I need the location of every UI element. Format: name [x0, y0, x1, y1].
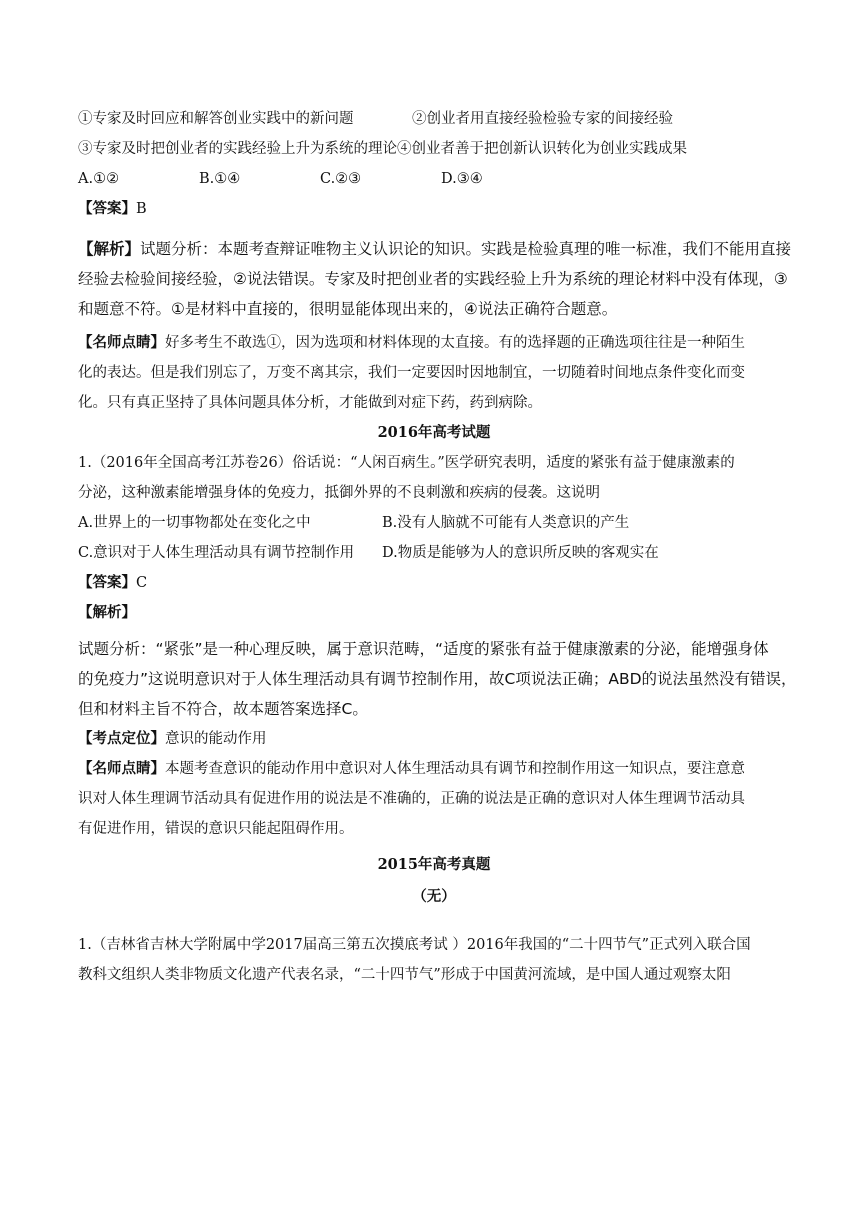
document-page — [78, 108, 797, 994]
q0-option-2: ②创业者用直接经验检验专家的间接经验 — [412, 111, 673, 127]
section-subtitle-2015: （无） — [412, 888, 456, 905]
q1-options-row1 — [78, 512, 790, 542]
q0-choice-a: A.①② — [78, 171, 120, 187]
q0-tips-text-1: 好多考生不敢选①，因为选项和材料体现的太直接。有的选择题的正确选项往往是一种陌生 — [165, 335, 745, 351]
section-title-2016: 2016年高考试题 — [377, 424, 491, 441]
q0-answer — [78, 198, 790, 228]
q1-tips-line-2: 识对人体生理调节活动具有促进作用的说法是不准确的，正确的说法是正确的意识对人体生理调节活动具 — [78, 791, 745, 807]
q1-option-b: B.没有人脑就不可能有人类意识的产生 — [382, 515, 630, 531]
q1-point — [78, 728, 790, 758]
q1-option-d: D.物质是能够为人的意识所反映的客观实在 — [382, 545, 659, 561]
section-title-2015: 2015年高考真题 — [377, 856, 491, 873]
q1-options-row2 — [78, 542, 790, 572]
q1-tips-label: 【名师点睛】 — [78, 760, 165, 777]
q0-analysis-text-1: 试题分析：本题考查辩证唯物主义认识论的知识。实践是检验真理的唯一标准，我们不能用直接 — [140, 240, 792, 258]
q0-option-1: ①专家及时回应和解答创业实践中的新问题 — [78, 111, 354, 127]
q0-choice-b: B.①④ — [199, 171, 241, 187]
q1-option-a: A.世界上的一切事物都处在变化之中 — [78, 515, 311, 531]
q2-stem-line-2: 教科文组织人类非物质文化遗产代表名录，“二十四节气”形成于中国黄河流域，是中国人通过观察太阳 — [78, 967, 731, 983]
q0-tips-line-2: 化的表达。但是我们别忘了，万变不离其宗，我们一定要因时因地制宜，一切随着时间地点条件变化而变 — [78, 365, 745, 381]
q1-tips-line-3: 有促进作用，错误的意识只能起阻碍作用。 — [78, 821, 354, 837]
q1-stem-line-1: 1.（2016年全国高考江苏卷26）俗话说：“人闲百病生。”医学研究表明，适度的紧张有益于健康激素的 — [78, 455, 735, 471]
q1-stem-line-2: 分泌，这种激素能增强身体的免疫力，抵御外界的不良刺激和疾病的侵袭。这说明 — [78, 485, 600, 501]
q0-choice-c: C.②③ — [320, 171, 362, 187]
q0-answer-value: B — [136, 201, 147, 217]
q1-answer-label: 【答案】 — [78, 574, 136, 591]
q0-analysis-line-3: 和题意不符。①是材料中直接的，很明显能体现出来的，④说法正确符合题意。 — [78, 300, 618, 318]
q1-point-value: 意识的能动作用 — [165, 731, 267, 747]
q0-options-row2: ③专家及时把创业者的实践经验上升为系统的理论④创业者善于把创新认识转化为创业实践成果 — [78, 141, 687, 157]
q0-analysis-line-1 — [78, 238, 790, 268]
q1-analysis-label: 【解析】 — [78, 604, 136, 621]
q1-analysis-label-line — [78, 602, 790, 632]
q2-stem-line-1: 1.（吉林省吉林大学附属中学2017届高三第五次摸底考试 ）2016年我国的“二十四节气”正式列入联合国 — [78, 937, 751, 953]
q1-analysis-line-2: 的免疫力”这说明意识对于人体生理活动具有调节控制作用，故C项说法正确；ABD的说法虽然没有错误， — [78, 670, 797, 688]
q1-answer — [78, 572, 790, 602]
q0-tips-line-1 — [78, 332, 790, 362]
q0-tips-label: 【名师点睛】 — [78, 334, 165, 351]
q0-analysis-line-2: 经验去检验间接经验，②说法错误。专家及时把创业者的实践经验上升为系统的理论材料中没有体现，③ — [78, 270, 788, 288]
q0-tips-line-3: 化。只有真正坚持了具体问题具体分析，才能做到对症下药，药到病除。 — [78, 395, 542, 411]
q1-analysis-line-1: 试题分析：“紧张”是一种心理反映，属于意识范畴，“适度的紧张有益于健康激素的分泌，能增强身体 — [78, 640, 769, 658]
q0-choices — [78, 168, 790, 198]
q1-option-c: C.意识对于人体生理活动具有调节控制作用 — [78, 545, 355, 561]
q1-point-label: 【考点定位】 — [78, 730, 165, 747]
q0-analysis-label: 【解析】 — [78, 240, 141, 258]
q1-answer-value: C — [136, 575, 148, 591]
q1-tips-text-1: 本题考查意识的能动作用中意识对人体生理活动具有调节和控制作用这一知识点，要注意意 — [165, 761, 745, 777]
q1-analysis-line-3: 但和材料主旨不符合，故本题答案选择C。 — [78, 700, 368, 718]
q1-tips-line-1 — [78, 758, 790, 788]
q0-answer-label: 【答案】 — [78, 200, 136, 217]
q0-choice-d: D.③④ — [441, 171, 483, 187]
q0-options-row1 — [78, 108, 790, 138]
